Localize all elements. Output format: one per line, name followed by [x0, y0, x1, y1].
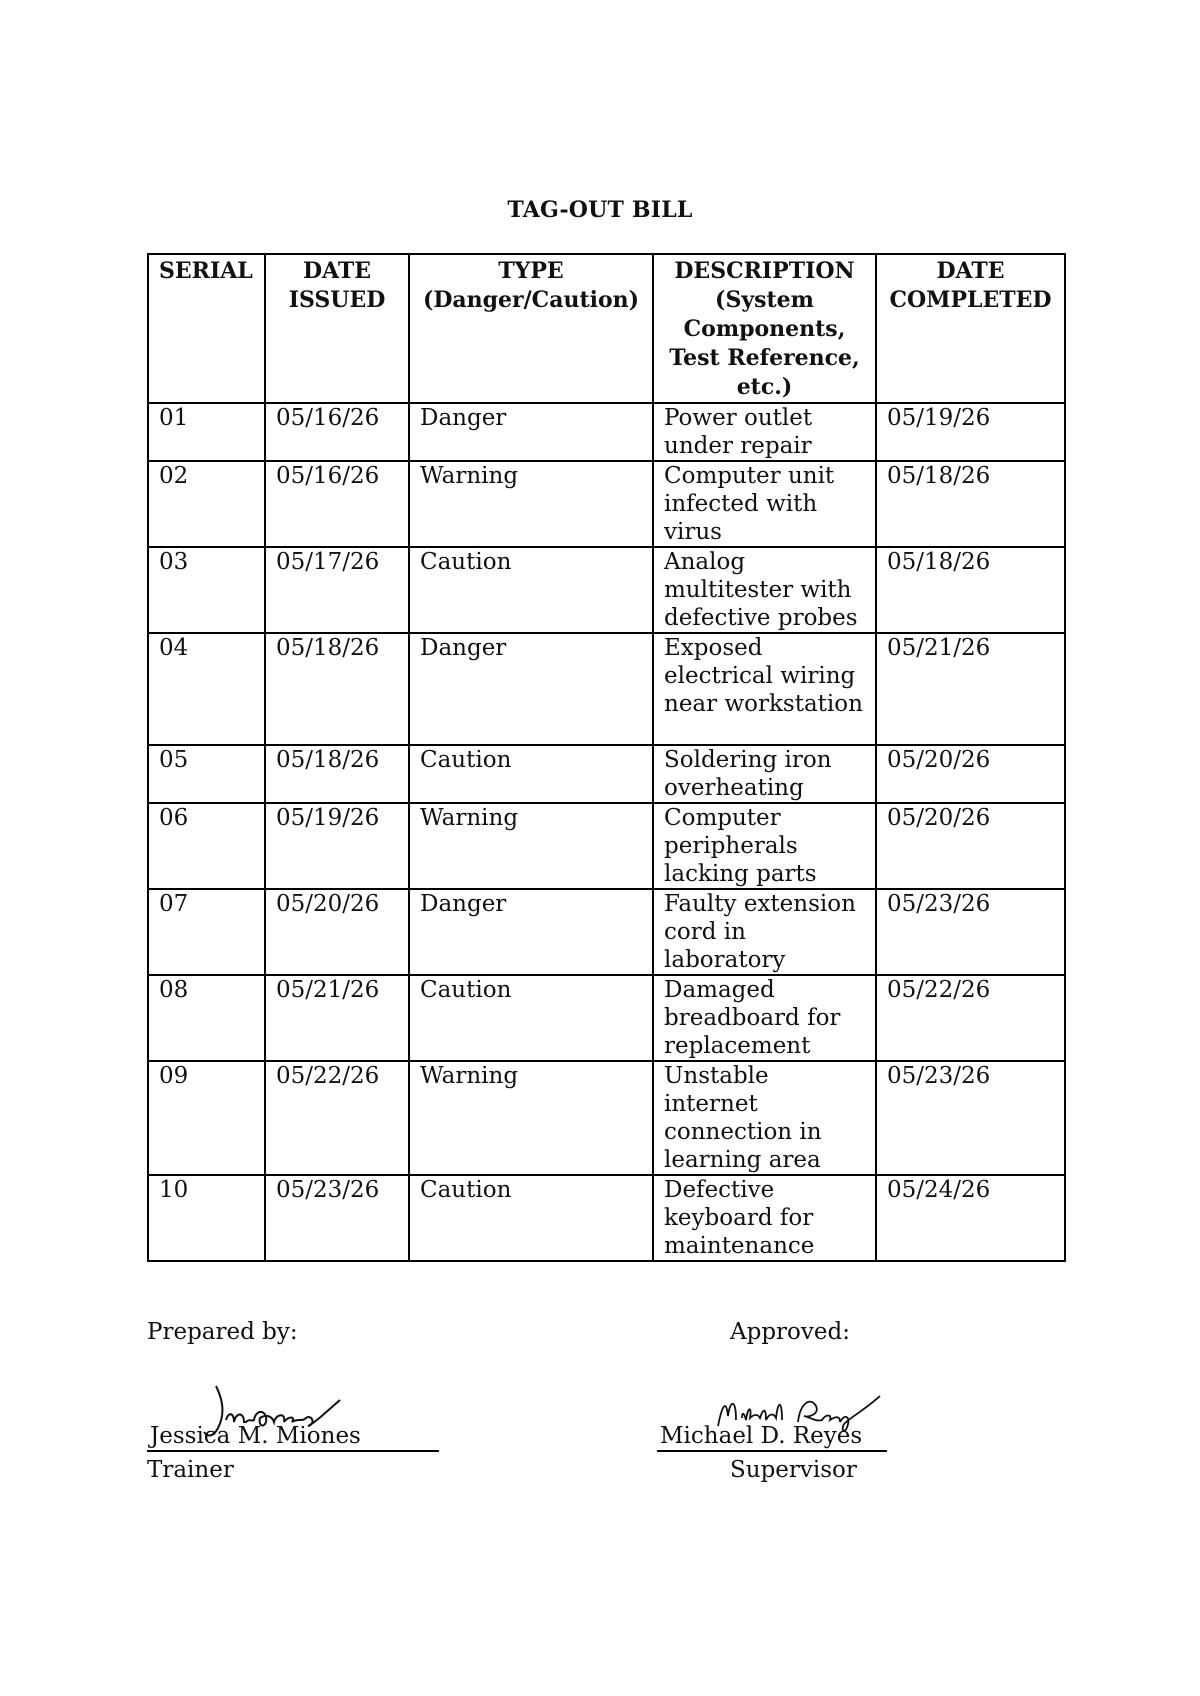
- cell-type: Caution: [409, 975, 653, 1061]
- table-row: [148, 633, 1065, 745]
- cell-type: Caution: [409, 745, 653, 803]
- table-row: [148, 461, 1065, 547]
- cell-type: Warning: [409, 461, 653, 547]
- cell-date-issued: 05/22/26: [265, 1061, 409, 1175]
- cell-description: Defective keyboard for maintenance: [653, 1175, 876, 1261]
- table-row: [148, 403, 1065, 461]
- table-row: [148, 745, 1065, 803]
- cell-description: Faulty extension cord in laboratory: [653, 889, 876, 975]
- cell-date-completed: 05/18/26: [876, 547, 1065, 633]
- cell-type: Warning: [409, 1061, 653, 1175]
- header-serial: SERIAL: [148, 254, 265, 403]
- cell-date-completed: 05/18/26: [876, 461, 1065, 547]
- table-row: [148, 547, 1065, 633]
- prepared-by-label: Prepared by:: [147, 1319, 298, 1345]
- cell-date-issued: 05/18/26: [265, 745, 409, 803]
- cell-date-issued: 05/17/26: [265, 547, 409, 633]
- approved-signature-line: [657, 1450, 887, 1452]
- table-header-row: [148, 254, 1065, 403]
- cell-date-issued: 05/21/26: [265, 975, 409, 1061]
- cell-date-issued: 05/16/26: [265, 461, 409, 547]
- cell-type: Warning: [409, 803, 653, 889]
- cell-date-issued: 05/23/26: [265, 1175, 409, 1261]
- cell-serial: 03: [148, 547, 265, 633]
- approved-name: Michael D. Reyes: [660, 1423, 863, 1449]
- cell-date-issued: 05/18/26: [265, 633, 409, 745]
- cell-date-issued: 05/16/26: [265, 403, 409, 461]
- table-row: [148, 975, 1065, 1061]
- cell-type: Danger: [409, 633, 653, 745]
- cell-date-completed: 05/20/26: [876, 803, 1065, 889]
- cell-serial: 08: [148, 975, 265, 1061]
- cell-description: Computer unit infected with virus: [653, 461, 876, 547]
- cell-description: Soldering iron overheating: [653, 745, 876, 803]
- table-row: [148, 803, 1065, 889]
- table-row: [148, 1175, 1065, 1261]
- cell-serial: 06: [148, 803, 265, 889]
- cell-type: Caution: [409, 547, 653, 633]
- cell-date-completed: 05/20/26: [876, 745, 1065, 803]
- approved-role: Supervisor: [730, 1457, 857, 1483]
- cell-date-completed: 05/23/26: [876, 1061, 1065, 1175]
- cell-type: Caution: [409, 1175, 653, 1261]
- prepared-by-role: Trainer: [147, 1457, 234, 1483]
- tag-out-table: [147, 253, 1066, 1262]
- cell-serial: 04: [148, 633, 265, 745]
- table-row: [148, 1061, 1065, 1175]
- cell-description: Damaged breadboard for replacement: [653, 975, 876, 1061]
- cell-description: Analog multitester with defective probes: [653, 547, 876, 633]
- cell-description: Power outlet under repair: [653, 403, 876, 461]
- header-type: TYPE (Danger/Caution): [409, 254, 653, 403]
- header-description: DESCRIPTION (System Components, Test Reference, etc.): [653, 254, 876, 403]
- cell-serial: 01: [148, 403, 265, 461]
- prepared-by-name: Jessica M. Miones: [150, 1423, 361, 1449]
- cell-date-completed: 05/22/26: [876, 975, 1065, 1061]
- cell-date-issued: 05/20/26: [265, 889, 409, 975]
- cell-serial: 05: [148, 745, 265, 803]
- document-title: TAG-OUT BILL: [507, 197, 693, 223]
- table-row: [148, 889, 1065, 975]
- cell-date-completed: 05/19/26: [876, 403, 1065, 461]
- cell-date-completed: 05/21/26: [876, 633, 1065, 745]
- approved-label: Approved:: [730, 1319, 850, 1345]
- cell-serial: 02: [148, 461, 265, 547]
- cell-date-issued: 05/19/26: [265, 803, 409, 889]
- cell-date-completed: 05/24/26: [876, 1175, 1065, 1261]
- cell-serial: 07: [148, 889, 265, 975]
- prepared-signature-line: [147, 1450, 439, 1452]
- cell-type: Danger: [409, 403, 653, 461]
- header-date-issued: DATE ISSUED: [265, 254, 409, 403]
- cell-serial: 09: [148, 1061, 265, 1175]
- cell-description: Unstable internet connection in learning area: [653, 1061, 876, 1175]
- cell-serial: 10: [148, 1175, 265, 1261]
- cell-description: Exposed electrical wiring near workstation: [653, 633, 876, 745]
- cell-date-completed: 05/23/26: [876, 889, 1065, 975]
- header-date-completed: DATE COMPLETED: [876, 254, 1065, 403]
- cell-type: Danger: [409, 889, 653, 975]
- cell-description: Computer peripherals lacking parts: [653, 803, 876, 889]
